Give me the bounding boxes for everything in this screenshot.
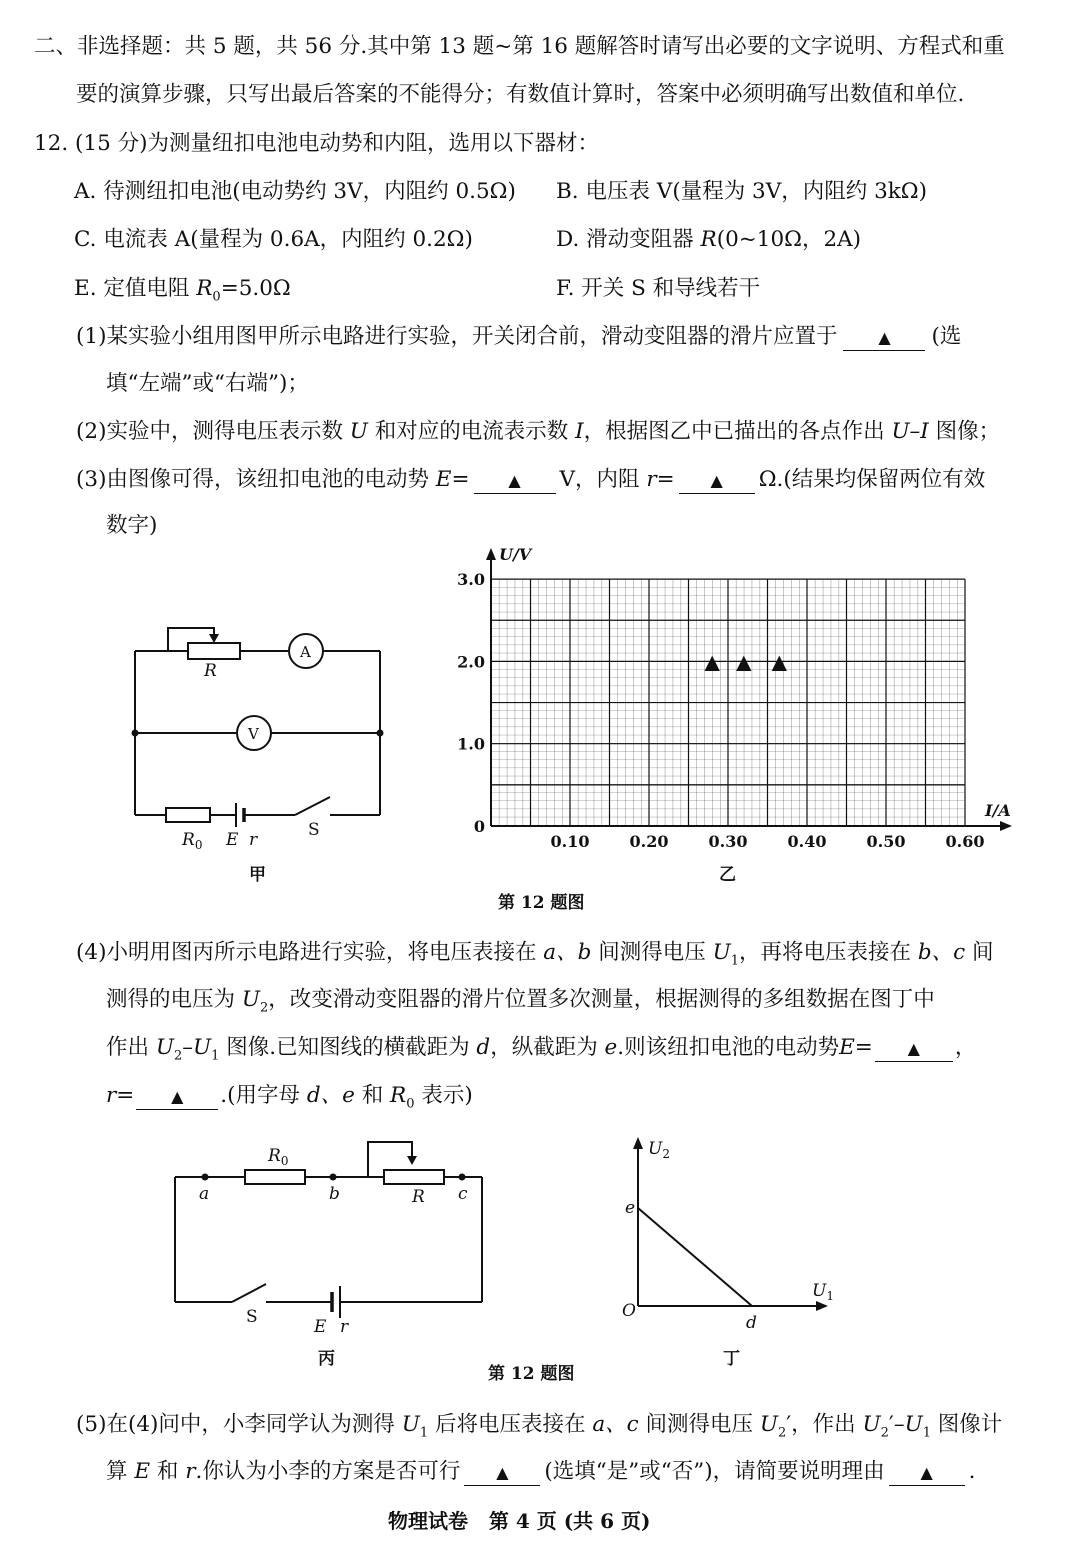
part-4-line-4: r= ▲ .(用字母 d、e 和 $R_0$ 表示) xyxy=(106,1083,473,1112)
x-tick-label: 0.50 xyxy=(866,832,906,851)
label-r0: $R_0$ xyxy=(182,830,203,852)
part-3-line-2: 数字) xyxy=(106,513,158,538)
part-1-line-1: (1)某实验小组用图甲所示电路进行实验，开关闭合前，滑动变阻器的滑片应置于 ▲ (选 xyxy=(76,324,962,349)
label-a-bing: a xyxy=(199,1184,210,1204)
answer-blank-emf[interactable]: ▲ xyxy=(474,468,556,494)
answer-blank-feasible[interactable]: ▲ xyxy=(464,1460,540,1486)
section-line-1: 二、非选择题：共 5 题，共 56 分.其中第 13 题~第 16 题解答时请写出必要的文字说明、方程式和重 xyxy=(34,34,1005,59)
caption-ding: 丁 xyxy=(723,1349,740,1369)
part-1-line-2: 填“左端”或“右端”)； xyxy=(106,371,309,396)
caption-yi: 乙 xyxy=(719,865,736,885)
part-2: (2)实验中，测得电压表示数 U 和对应的电流表示数 I，根据图乙中已描出的各点作出 U–I 图像； xyxy=(76,419,1001,444)
y-tick-label: 0 xyxy=(473,817,485,836)
answer-blank-emf-4[interactable]: ▲ xyxy=(875,1036,953,1062)
page-footer: 物理试卷 第 4 页 (共 6 页) xyxy=(388,1509,651,1533)
x-tick-label: 0.30 xyxy=(708,832,748,851)
answer-blank-resistance[interactable]: ▲ xyxy=(679,468,755,494)
part-4-line-3: 作出 $U_2-U_1$ 图像.已知图线的横截距为 d，纵截距为 e.则该纽扣电池的电动势E= ▲ ， xyxy=(106,1035,977,1064)
label-r0-bing: $R_0$ xyxy=(268,1146,289,1168)
label-e: E xyxy=(226,830,239,850)
part-5-line-2: 算 E 和 r.你认为小李的方案是否可行 ▲ (选填“是”或“否”)，请简要说明理由 ▲ . xyxy=(106,1459,976,1484)
q12-number: 12. xyxy=(34,131,69,156)
x-axis-label: I/A xyxy=(985,801,1011,820)
y-axis-arrow-icon xyxy=(633,1137,643,1149)
option-f: F. 开关 S 和导线若干 xyxy=(556,276,761,301)
option-a: A. 待测纽扣电池(电动势约 3V，内阻约 0.5Ω) xyxy=(74,179,516,204)
figure-caption-12-second: 第 12 题图 xyxy=(488,1364,575,1384)
figure-caption-12: 第 12 题图 xyxy=(498,893,585,913)
label-small-r: r xyxy=(249,830,258,850)
u2-u1-line xyxy=(638,1208,752,1306)
label-r-bing: R xyxy=(412,1187,425,1207)
label-small-r-bing: r xyxy=(340,1317,349,1337)
part-3-line-1: (3)由图像可得，该纽扣电池的电动势 E= ▲ V，内阻 r= ▲ Ω.(结果均保留两位有效 xyxy=(76,467,986,492)
label-b-bing: b xyxy=(329,1184,340,1204)
caption-jia: 甲 xyxy=(249,865,266,885)
label-e-bing: E xyxy=(314,1317,327,1337)
label-v: V xyxy=(248,725,259,743)
label-s-bing: S xyxy=(246,1307,258,1327)
option-d: D. 滑动变阻器 R(0~10Ω，2A) xyxy=(556,227,862,252)
option-e: E. 定值电阻 $R_0=5.0\Omega$ xyxy=(74,276,291,305)
q12-stem-text: (15 分)为测量纽扣电池电动势和内阻，选用以下器材： xyxy=(75,131,600,156)
y-axis-label: U/V xyxy=(499,545,532,564)
part-5-line-1: (5)在(4)问中，小李同学认为测得 $U_1$ 后将电压表接在 a、c 间测得电压 $U_2'$，作出 $U_2'-U_1$ 图像计 xyxy=(76,1412,1003,1441)
answer-blank-reason[interactable]: ▲ xyxy=(889,1460,965,1486)
label-e-intercept: e xyxy=(625,1198,636,1218)
label-u1: $U_1$ xyxy=(812,1281,834,1303)
caption-bing: 丙 xyxy=(318,1349,335,1369)
answer-blank-r-4[interactable]: ▲ xyxy=(136,1084,218,1110)
label-d-intercept: d xyxy=(746,1313,757,1333)
label-r: R xyxy=(204,661,217,681)
option-b: B. 电压表 V(量程为 3V，内阻约 3kΩ) xyxy=(556,179,928,204)
x-tick-label: 0.10 xyxy=(550,832,590,851)
label-a: A xyxy=(300,643,311,661)
y-tick-label: 1.0 xyxy=(457,734,485,754)
section-line-2: 要的演算步骤，只写出最后答案的不能得分；有数值计算时，答案中必须明确写出数值和单位. xyxy=(76,82,965,107)
x-tick-label: 0.20 xyxy=(629,832,669,851)
part-4-line-1: (4)小明用图丙所示电路进行实验，将电压表接在 a、b 间测得电压 $U_1$，再将电压表接在 b、c 间 xyxy=(76,940,994,969)
option-c: C. 电流表 A(量程为 0.6A，内阻约 0.2Ω) xyxy=(74,227,473,252)
label-u2: $U_2$ xyxy=(648,1139,670,1161)
data-point-marker: ▲ xyxy=(704,649,720,674)
data-point-marker: ▲ xyxy=(736,649,752,674)
part-4-line-2: 测得的电压为 $U_2$，改变滑动变阻器的滑片位置多次测量，根据测得的多组数据在图丁中 xyxy=(106,987,935,1016)
x-tick-label: 0.40 xyxy=(787,832,827,851)
answer-blank-1[interactable]: ▲ xyxy=(843,325,925,351)
label-origin: O xyxy=(622,1301,636,1321)
y-tick-label: 2.0 xyxy=(457,652,485,672)
label-c-bing: c xyxy=(458,1184,468,1204)
label-s: S xyxy=(308,820,320,840)
y-tick-label: 3.0 xyxy=(457,570,485,590)
x-tick-label: 0.60 xyxy=(945,832,985,851)
data-point-marker: ▲ xyxy=(771,649,788,674)
